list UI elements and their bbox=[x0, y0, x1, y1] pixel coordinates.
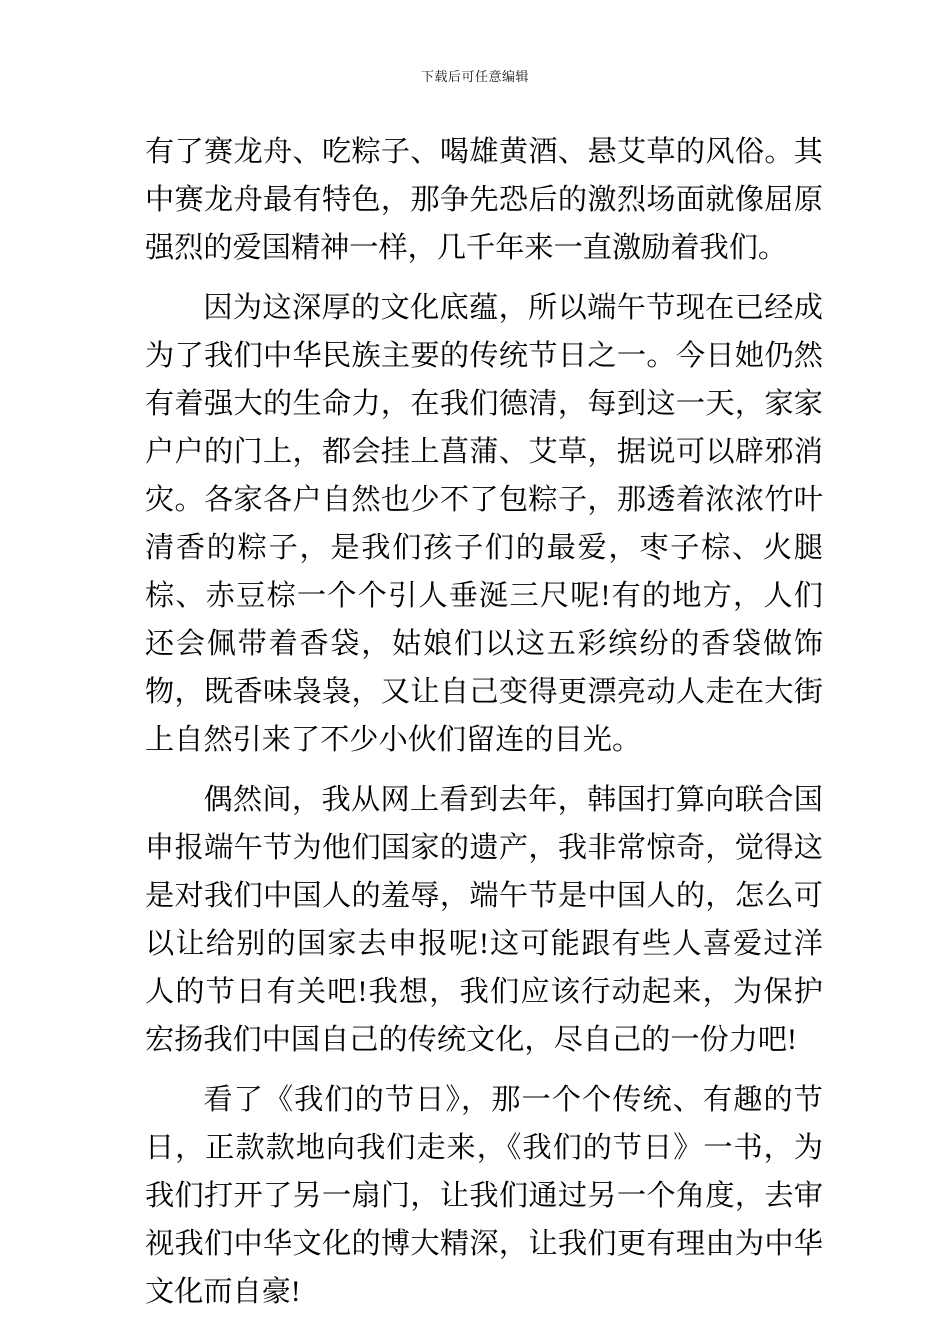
paragraph-1: 有了赛龙舟、吃粽子、喝雄黄酒、悬艾草的风俗。其中赛龙舟最有特色，那争先恐后的激烈场面就像屈原强烈的爱国精神一样，几千年来一直激励着我们。 bbox=[145, 136, 823, 264]
paragraph-3: 偶然间，我从网上看到去年，韩国打算向联合国申报端午节为他们国家的遗产，我非常惊奇，觉得这是对我们中国人的羞辱，端午节是中国人的，怎么可以让给别的国家去申报呢!这可能跟有些人喜爱过洋人的节日有关吧!我想，我们应该行动起来，为保护宏扬我们中国自己的传统文化，尽自己的一份力吧! bbox=[145, 784, 823, 1056]
document-body bbox=[145, 128, 823, 1316]
page-header-note: 下载后可任意编辑 bbox=[420, 69, 529, 84]
paragraph-2: 因为这深厚的文化底蕴，所以端午节现在已经成为了我们中华民族主要的传统节日之一。今日她仍然有着强大的生命力，在我们德清，每到这一天，家家户户的门上，都会挂上菖蒲、艾草，据说可以辟邪消灾。各家各户自然也少不了包粽子，那透着浓浓竹叶清香的粽子，是我们孩子们的最爱，枣子棕、火腿棕、赤豆棕一个个引人垂涎三尺呢!有的地方，人们还会佩带着香袋，姑娘们以这五彩缤纷的香袋做饰物，既香味袅袅，又让自己变得更漂亮动人走在大街上自然引来了不少小伙们留连的目光。 bbox=[145, 292, 823, 756]
paragraph-4: 看了《我们的节日》，那一个个传统、有趣的节日，正款款地向我们走来，《我们的节日》一书，为我们打开了另一扇门，让我们通过另一个角度，去审视我们中华文化的博大精深，让我们更有理由为中华文化而自豪! bbox=[145, 1084, 823, 1308]
